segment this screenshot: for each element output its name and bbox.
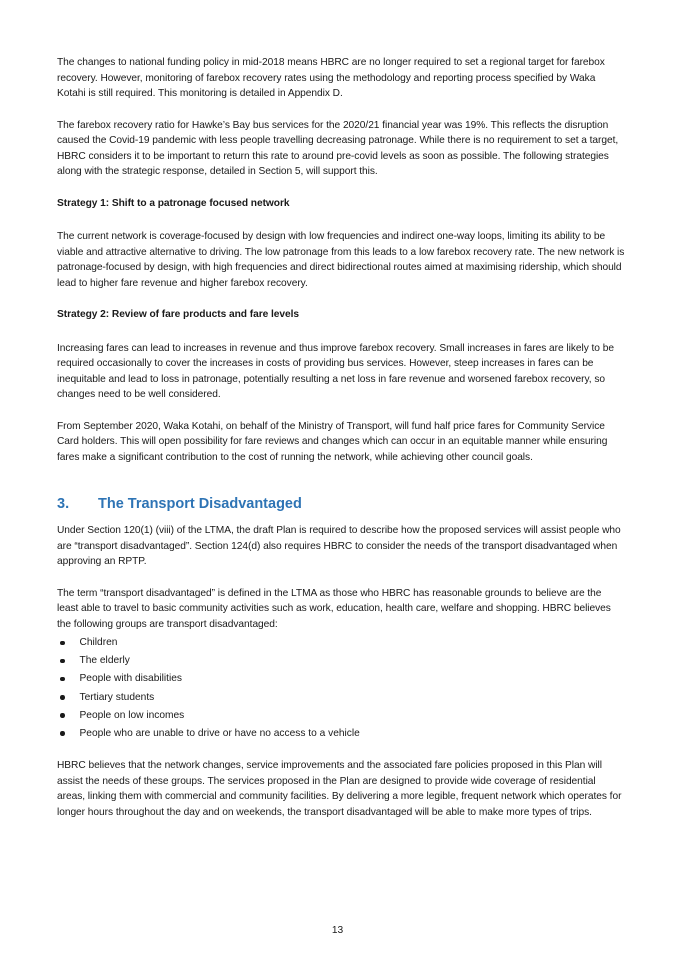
network-changes-paragraph: HBRC believes that the network changes, service improvements and the associated fare policies proposed in this Plan will assist the needs of these groups. The services proposed in the Plan are designed to provide wide coverage of residential areas, linking them with commercial and community facilities. By delivering a more legible, frequent network which operates for longer hours throughout the day and on weekends, the transport disadvantaged will be able to make more types of trips. [57,760,622,818]
list-item: Children [57,635,625,651]
list-item: Tertiary students [57,690,625,706]
section-intro-paragraph: Under Section 120(1) (viii) of the LTMA, the draft Plan is required to describe how the proposed services will assist people who are “transport disadvantaged”. Section 124(d) also requires HBRC to consider the needs of the transport disadvantaged when approving an RPTP. [57,525,621,567]
bullet-icon [60,731,65,736]
bullet-icon [60,713,65,718]
bullet-icon [60,695,65,700]
strategy-1-paragraph: The current network is coverage-focused by design with low frequencies and indirect one-way loops, limiting its ability to be viable and attractive alternative to driving. The low patronage from this leads to a low farebox recovery rate. The new network is patronage-focused by design, with high frequencies and direct bidirectional routes aimed at maximising ridership, which should lead to higher fare revenue and higher farebox recovery. [57,231,625,289]
list-item: People who are unable to drive or have no access to a vehicle [57,726,625,742]
list-item: The elderly [57,653,625,669]
farebox-ratio-paragraph: The farebox recovery ratio for Hawke’s Bay bus services for the 2020/21 financial year was 19%. This reflects the disruption caused the Covid-19 pandemic with less people travelling decreasing patronage. While there is no requirement to set a target, HBRC considers it to be important to return this rate to around pre-covid levels as soon as possible. The following strategies along with the strategic response, detailed in Section 5, will support this. [57,119,619,177]
disadvantaged-groups-list [57,635,625,741]
list-item: People with disabilities [57,671,625,687]
bullet-icon [60,677,65,682]
section-title: The Transport Disadvantaged [98,496,302,512]
strategy-2-heading: Strategy 2: Review of fare products and fare levels [57,309,300,320]
section-heading [57,496,625,512]
list-item: People on low incomes [57,708,625,724]
page-number: 13 [331,925,344,936]
strategy-1-heading: Strategy 1: Shift to a patronage focused network [57,197,290,209]
funding-policy-paragraph: The changes to national funding policy in mid-2018 means HBRC are no longer required to set a regional target for farebox recovery. However, monitoring of farebox recovery rates using the methodology and reporting process specified by Waka Kotahi is still required. This monitoring is detailed in Appendix D. [57,57,605,99]
strategy-2-paragraph: Increasing fares can lead to increases in revenue and thus improve farebox recovery. Small increases in fares are likely to be required occasionally to cover the increases in costs of providing bus services. However, steep increases in fares can be inequitable and lead to loss in patronage, potentially resulting a net loss in fare revenue and worsened farebox recovery, so changes need to be well considered. [57,342,614,400]
half-price-fares-paragraph: From September 2020, Waka Kotahi, on behalf of the Ministry of Transport, will fund half price fares for Community Service Card holders. This will open possibility for fare reviews and changes which can occur in an equitable manner while ensuring fares make a significant contribution to the cost of running the network, while achieving other council goals. [57,420,608,463]
page-content [57,55,625,820]
bullet-icon [60,641,65,646]
bullet-icon [60,659,65,664]
definition-paragraph: The term “transport disadvantaged” is defined in the LTMA as those who HBRC has reasonable grounds to believe are the least able to travel to basic community activities such as work, education, health care, welfare and shopping. HBRC believes the following groups are transport disadvantaged: [57,587,611,630]
section-number: 3. [57,496,70,512]
